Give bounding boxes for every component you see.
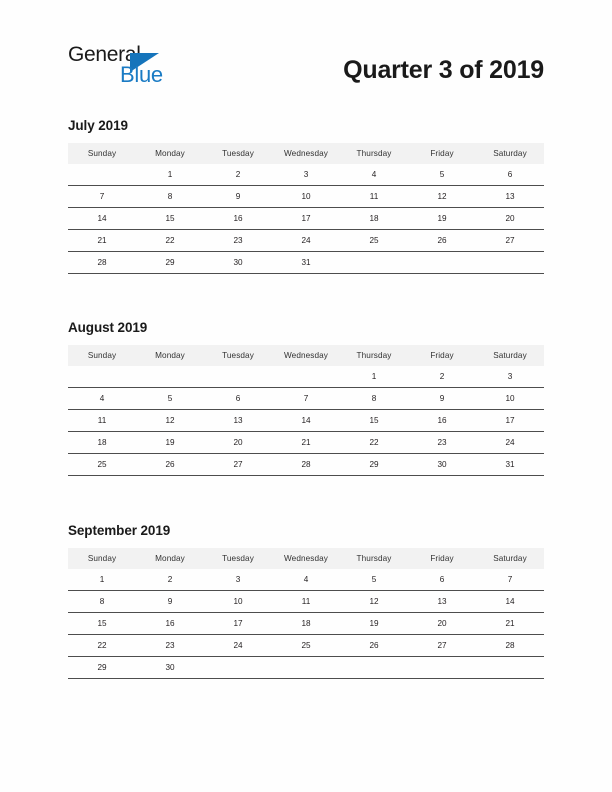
calendar-day-cell[interactable]: 1 [68,569,136,591]
calendar-day-cell[interactable]: 28 [68,252,136,274]
calendar-day-cell-empty [408,657,476,679]
calendar-day-cell[interactable]: 5 [408,164,476,186]
calendar-day-cell[interactable]: 3 [204,569,272,591]
weekday-header-thursday: Thursday [340,548,408,569]
weekday-header-row [68,548,544,569]
calendar-day-cell[interactable]: 9 [136,591,204,613]
month-title: July 2019 [68,118,128,133]
month-block-july [68,118,544,274]
calendar-day-cell[interactable]: 29 [136,252,204,274]
calendar-day-cell[interactable]: 21 [476,613,544,635]
calendar-day-cell[interactable]: 9 [408,388,476,410]
page-title: Quarter 3 of 2019 [343,56,544,84]
calendar-day-cell[interactable]: 23 [408,432,476,454]
calendar-day-cell[interactable]: 14 [68,208,136,230]
calendar-day-cell-empty [68,164,136,186]
calendar-day-cell[interactable]: 13 [204,410,272,432]
calendar-day-cell-empty [136,366,204,388]
calendar-week-row [68,454,544,476]
calendar-day-cell[interactable]: 16 [204,208,272,230]
calendar-day-cell[interactable]: 23 [204,230,272,252]
calendar-day-cell[interactable]: 2 [204,164,272,186]
calendar-week-row [68,432,544,454]
calendar-week-row [68,186,544,208]
calendar-day-cell[interactable]: 20 [204,432,272,454]
calendar-day-cell[interactable]: 24 [272,230,340,252]
month-title: August 2019 [68,320,148,335]
calendar-week-row [68,164,544,186]
calendar-day-cell-empty [476,252,544,274]
calendar-day-cell[interactable]: 27 [204,454,272,476]
general-blue-logo [68,44,238,98]
weekday-header-saturday: Saturday [476,345,544,366]
weekday-header-wednesday: Wednesday [272,548,340,569]
calendar-day-cell[interactable]: 9 [204,186,272,208]
calendar-day-cell[interactable]: 16 [136,613,204,635]
weekday-header-saturday: Saturday [476,143,544,164]
calendar-day-cell[interactable]: 12 [136,410,204,432]
calendar-day-cell[interactable]: 18 [68,432,136,454]
month-title: September 2019 [68,523,171,538]
calendar-day-cell[interactable]: 10 [204,591,272,613]
weekday-header-row [68,143,544,164]
weekday-header-monday: Monday [136,548,204,569]
weekday-header-sunday: Sunday [68,548,136,569]
weekday-header-friday: Friday [408,143,476,164]
calendar-day-cell[interactable]: 27 [476,230,544,252]
calendar-table-july [68,143,544,274]
calendar-day-cell[interactable]: 19 [340,613,408,635]
calendar-day-cell[interactable]: 30 [408,454,476,476]
calendar-day-cell[interactable]: 6 [408,569,476,591]
calendar-day-cell[interactable]: 17 [204,613,272,635]
weekday-header-monday: Monday [136,143,204,164]
calendar-day-cell[interactable]: 16 [408,410,476,432]
calendar-day-cell[interactable]: 15 [68,613,136,635]
calendar-day-cell[interactable]: 13 [476,186,544,208]
calendar-day-cell[interactable]: 24 [204,635,272,657]
calendar-day-cell[interactable]: 6 [204,388,272,410]
calendar-day-cell[interactable]: 11 [68,410,136,432]
calendar-day-cell[interactable]: 22 [340,432,408,454]
weekday-header-tuesday: Tuesday [204,548,272,569]
calendar-day-cell[interactable]: 22 [136,230,204,252]
calendar-day-cell[interactable]: 15 [340,410,408,432]
calendar-body [68,569,544,679]
calendar-day-cell-empty [340,657,408,679]
weekday-header-saturday: Saturday [476,548,544,569]
calendar-day-cell[interactable]: 20 [408,613,476,635]
calendar-day-cell[interactable]: 17 [272,208,340,230]
calendar-day-cell[interactable]: 23 [136,635,204,657]
weekday-header-wednesday: Wednesday [272,143,340,164]
weekday-header-thursday: Thursday [340,345,408,366]
calendar-day-cell[interactable]: 6 [476,164,544,186]
weekday-header-tuesday: Tuesday [204,143,272,164]
calendar-day-cell[interactable]: 8 [136,186,204,208]
calendar-day-cell[interactable]: 27 [408,635,476,657]
calendar-day-cell-empty [204,657,272,679]
calendar-head [68,345,544,366]
calendar-day-cell[interactable]: 10 [272,186,340,208]
calendar-day-cell[interactable]: 17 [476,410,544,432]
calendar-day-cell[interactable]: 8 [68,591,136,613]
calendar-day-cell[interactable]: 21 [68,230,136,252]
month-block-september [68,523,544,679]
calendar-day-cell[interactable]: 24 [476,432,544,454]
calendar-day-cell[interactable]: 14 [272,410,340,432]
calendar-week-row [68,230,544,252]
weekday-header-sunday: Sunday [68,345,136,366]
calendar-body [68,164,544,274]
calendar-week-row [68,410,544,432]
weekday-header-row [68,345,544,366]
calendar-day-cell[interactable]: 5 [136,388,204,410]
calendar-day-cell[interactable]: 25 [68,454,136,476]
calendar-body [68,366,544,476]
calendar-week-row [68,613,544,635]
weekday-header-thursday: Thursday [340,143,408,164]
calendar-day-cell[interactable]: 30 [136,657,204,679]
calendar-day-cell[interactable]: 26 [136,454,204,476]
weekday-header-wednesday: Wednesday [272,345,340,366]
weekday-header-friday: Friday [408,345,476,366]
calendar-day-cell[interactable]: 31 [272,252,340,274]
calendar-week-row [68,388,544,410]
calendar-day-cell[interactable]: 4 [272,569,340,591]
calendar-day-cell[interactable]: 22 [68,635,136,657]
calendar-day-cell[interactable]: 11 [272,591,340,613]
calendar-day-cell[interactable]: 8 [340,388,408,410]
calendar-day-cell[interactable]: 12 [340,591,408,613]
calendar-day-cell[interactable]: 7 [68,186,136,208]
calendar-week-row [68,252,544,274]
calendar-day-cell[interactable]: 10 [476,388,544,410]
calendar-day-cell[interactable]: 3 [272,164,340,186]
calendar-day-cell[interactable]: 28 [476,635,544,657]
calendar-day-cell[interactable]: 18 [340,208,408,230]
calendar-day-cell[interactable]: 1 [136,164,204,186]
calendar-day-cell[interactable]: 19 [408,208,476,230]
calendar-day-cell[interactable]: 26 [408,230,476,252]
calendar-head [68,143,544,164]
calendar-day-cell[interactable]: 3 [476,366,544,388]
calendar-day-cell[interactable]: 25 [340,230,408,252]
calendar-day-cell[interactable]: 13 [408,591,476,613]
calendar-day-cell-empty [476,657,544,679]
calendar-table-august [68,345,544,476]
calendar-day-cell[interactable]: 1 [340,366,408,388]
calendar-week-row [68,366,544,388]
calendar-day-cell[interactable]: 20 [476,208,544,230]
calendar-day-cell[interactable]: 25 [272,635,340,657]
calendar-week-row [68,635,544,657]
calendar-day-cell[interactable]: 18 [272,613,340,635]
calendar-day-cell[interactable]: 7 [272,388,340,410]
calendar-day-cell[interactable]: 21 [272,432,340,454]
calendar-day-cell[interactable]: 29 [340,454,408,476]
calendar-week-row [68,657,544,679]
calendar-day-cell[interactable]: 15 [136,208,204,230]
calendar-day-cell[interactable]: 2 [136,569,204,591]
calendar-day-cell-empty [340,252,408,274]
calendar-day-cell-empty [272,657,340,679]
calendar-head [68,548,544,569]
calendar-day-cell[interactable]: 11 [340,186,408,208]
calendar-day-cell-empty [408,252,476,274]
calendar-day-cell[interactable]: 29 [68,657,136,679]
weekday-header-friday: Friday [408,548,476,569]
calendar-day-cell-empty [272,366,340,388]
calendar-day-cell[interactable]: 30 [204,252,272,274]
calendar-day-cell[interactable]: 14 [476,591,544,613]
logo-text-general: General [68,43,141,66]
logo-text-blue: Blue [120,62,163,87]
calendar-week-row [68,208,544,230]
calendar-day-cell[interactable]: 26 [340,635,408,657]
calendar-week-row [68,569,544,591]
calendar-day-cell-empty [68,366,136,388]
calendar-day-cell[interactable]: 5 [340,569,408,591]
page-header [0,40,612,102]
calendar-table-september [68,548,544,679]
calendar-day-cell[interactable]: 31 [476,454,544,476]
calendar-day-cell[interactable]: 19 [136,432,204,454]
calendar-day-cell[interactable]: 7 [476,569,544,591]
weekday-header-sunday: Sunday [68,143,136,164]
calendar-day-cell-empty [204,366,272,388]
calendar-day-cell[interactable]: 12 [408,186,476,208]
weekday-header-monday: Monday [136,345,204,366]
weekday-header-tuesday: Tuesday [204,345,272,366]
calendar-week-row [68,591,544,613]
calendar-day-cell[interactable]: 2 [408,366,476,388]
month-block-august [68,320,544,476]
calendar-day-cell[interactable]: 4 [340,164,408,186]
calendar-day-cell[interactable]: 4 [68,388,136,410]
calendar-day-cell[interactable]: 28 [272,454,340,476]
